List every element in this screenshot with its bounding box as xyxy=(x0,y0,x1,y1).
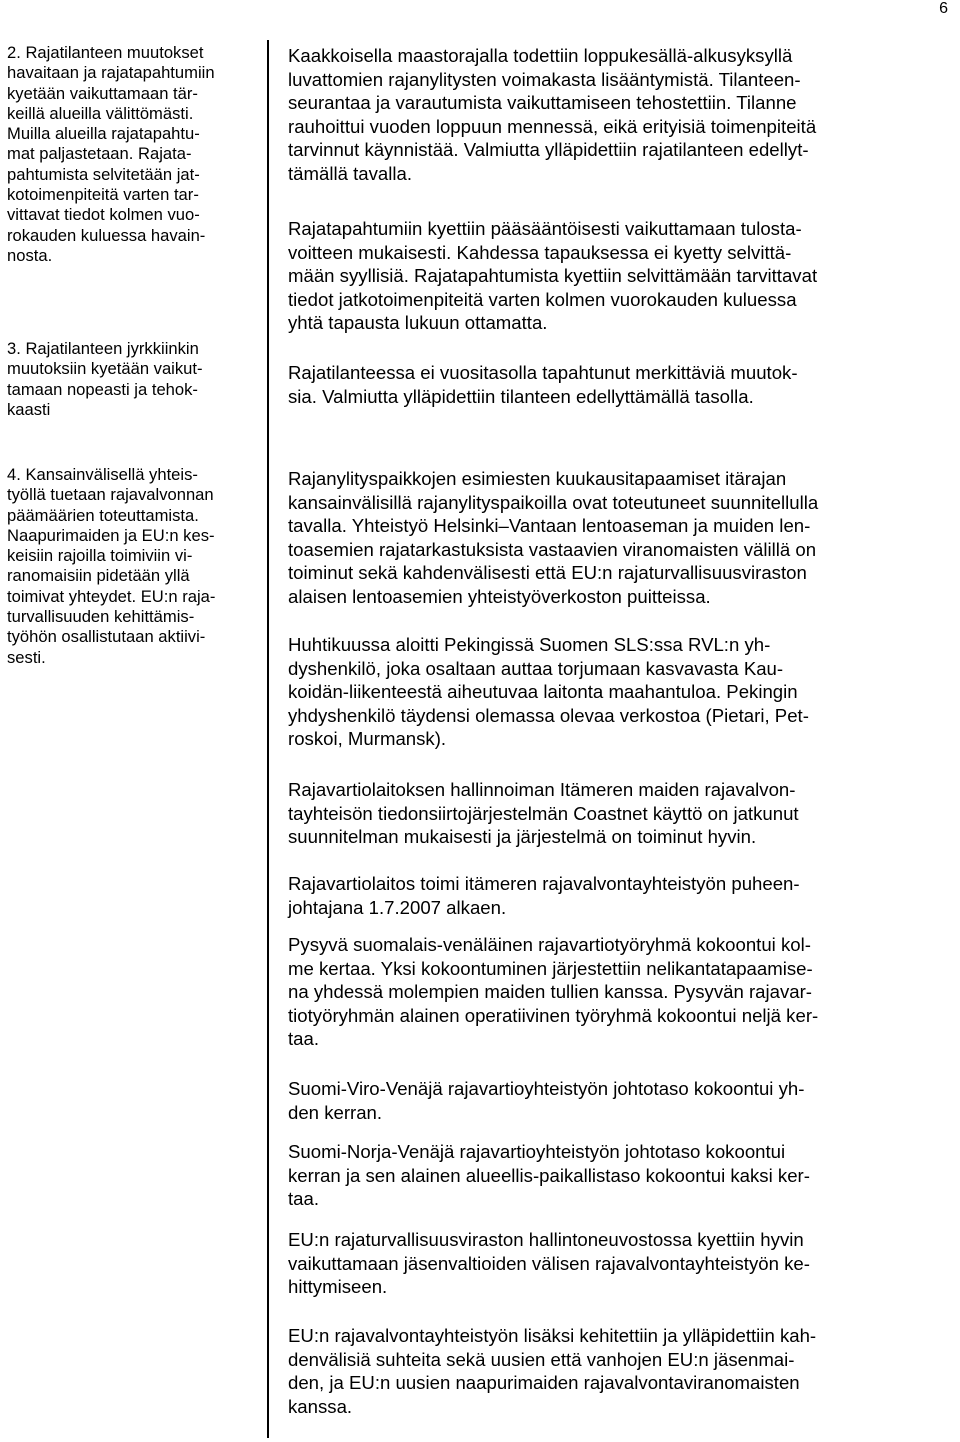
results-paragraph-9: Suomi-Viro-Venäjä rajavartioyhteistyön johtotaso kokoontui yh- den kerran. xyxy=(288,1078,805,1123)
results-paragraph-8: Pysyvä suomalais-venäläinen rajavartiotyöryhmä kokoontui kol- me kertaa. Yksi kokoontuminen järjestettiin nelikantatapaamise- na yhdessä molempien maiden tullien kanssa. Pysyvän rajavar- tiotyöryhmän alainen operatiivinen työryhmä kokoontui neljä ker- taa. xyxy=(288,934,819,1050)
column-divider xyxy=(267,40,269,1438)
results-paragraph-12: EU:n rajavalvontayhteistyön lisäksi kehitettiin ja ylläpidettiin kah- denvälisiä suhteita sekä uusien että vanhojen EU:n jäsenmai- den, ja EU:n uusien naapurimaiden rajavalvontaviranomaisten kanssa. xyxy=(288,1325,817,1417)
results-paragraph-4: Rajanylityspaikkojen esimiesten kuukausitapaamiset itärajan kansainvälisillä rajanylityspaikoilla ovat toteutuneet suunnitellulla tavalla. Yhteistyö Helsinki–Vantaan lentoaseman ja muiden len- toasemien rajatarkastuksista vastaavien viranomaisten välillä on toiminut sekä kahdenvälisesti että EU:n rajaturvallisuusviraston alaisen lentoasemien yhteistyöverkoston puitteissa. xyxy=(288,468,819,607)
objective-3-text: 3. Rajatilanteen jyrkkiinkin muutoksiin kyetään vaikut- tamaan nopeasti ja tehok- kaasti xyxy=(7,339,203,419)
results-paragraph-1: Kaakkoisella maastorajalla todettiin loppukesällä-alkusyksyllä luvattomien rajanylitysten voimakasta lisääntymistä. Tilanteen- seurantaa ja varautumista vaikuttamiseen tehostettiin. Tilanne rauhoittui vuoden loppuun mennessä, eikä erityisiä toimenpiteitä tarvinnut käynnistää. Valmiutta ylläpidettiin rajatilanteen edellyt- tämällä tavalla. xyxy=(288,45,817,184)
results-paragraph-6: Rajavartiolaitoksen hallinnoiman Itämeren maiden rajavalvon- tayhteisön tiedonsiirtojärjestelmän Coastnet käyttö on jatkunut suunnitelman mukaisesti ja järjestelmä on toiminut hyvin. xyxy=(288,779,799,848)
results-paragraph-2: Rajatapahtumiin kyettiin pääsääntöisesti vaikuttamaan tulosta- voitteen mukaisesti. Kahdessa tapauksessa ei kyetty selvittä- mään syyllisiä. Rajatapahtumista kyettiin selvittämään tarvittavat tiedot jatkotoimenpiteitä varten kolmen vuorokauden kuluessa yhtä tapausta lukuun ottamatta. xyxy=(288,218,818,334)
results-paragraph-3: Rajatilanteessa ei vuositasolla tapahtunut merkittäviä muutok- sia. Valmiutta ylläpidettiin tilanteen edellyttämällä tasolla. xyxy=(288,362,798,407)
results-paragraph-7: Rajavartiolaitos toimi itämeren rajavalvontayhteistyön puheen- johtajana 1.7.2007 alkaen. xyxy=(288,873,800,918)
results-paragraph-10: Suomi-Norja-Venäjä rajavartioyhteistyön johtotaso kokoontui kerran ja sen alainen alueellis-paikallistaso kokoontui kaksi ker- taa. xyxy=(288,1141,810,1210)
page-number: 6 xyxy=(939,0,948,17)
results-paragraph-5: Huhtikuussa aloitti Pekingissä Suomen SLS:ssa RVL:n yh- dyshenkilö, joka osaltaan auttaa torjumaan kasvavasta Kau- koidän-liikenteestä aiheutuvaa laitonta maahantuloa. Pekingin yhdyshenkilö täydensi olemassa olevaa verkostoa (Pietari, Pet- roskoi, Murmansk). xyxy=(288,634,809,750)
objective-2-text: 2. Rajatilanteen muutokset havaitaan ja rajatapahtumiin kyetään vaikuttamaan tär- keillä alueilla välittömästi. Muilla alueilla rajatapahtu- mat paljastetaan. Rajata- pahtumista selvitetään jat- kotoimenpiteitä varten tar- vittavat tiedot kolmen vuo- rokauden kuluessa havain- nosta. xyxy=(7,43,215,265)
results-paragraph-11: EU:n rajaturvallisuusviraston hallintoneuvostossa kyettiin hyvin vaikuttamaan jäsenvaltioiden välisen rajavalvontayhteistyön ke- hittymiseen. xyxy=(288,1229,810,1298)
objective-4-text: 4. Kansainvälisellä yhteis- työllä tuetaan rajavalvonnan päämäärien toteuttamista. Naapurimaiden ja EU:n kes- keisiin rajoilla toimiviin vi- ranomaisiin pidetään yllä toimivat yhteydet. EU:n raja- turvallisuuden kehittämis- työhön osallistutaan aktiivi- sesti. xyxy=(7,465,216,667)
